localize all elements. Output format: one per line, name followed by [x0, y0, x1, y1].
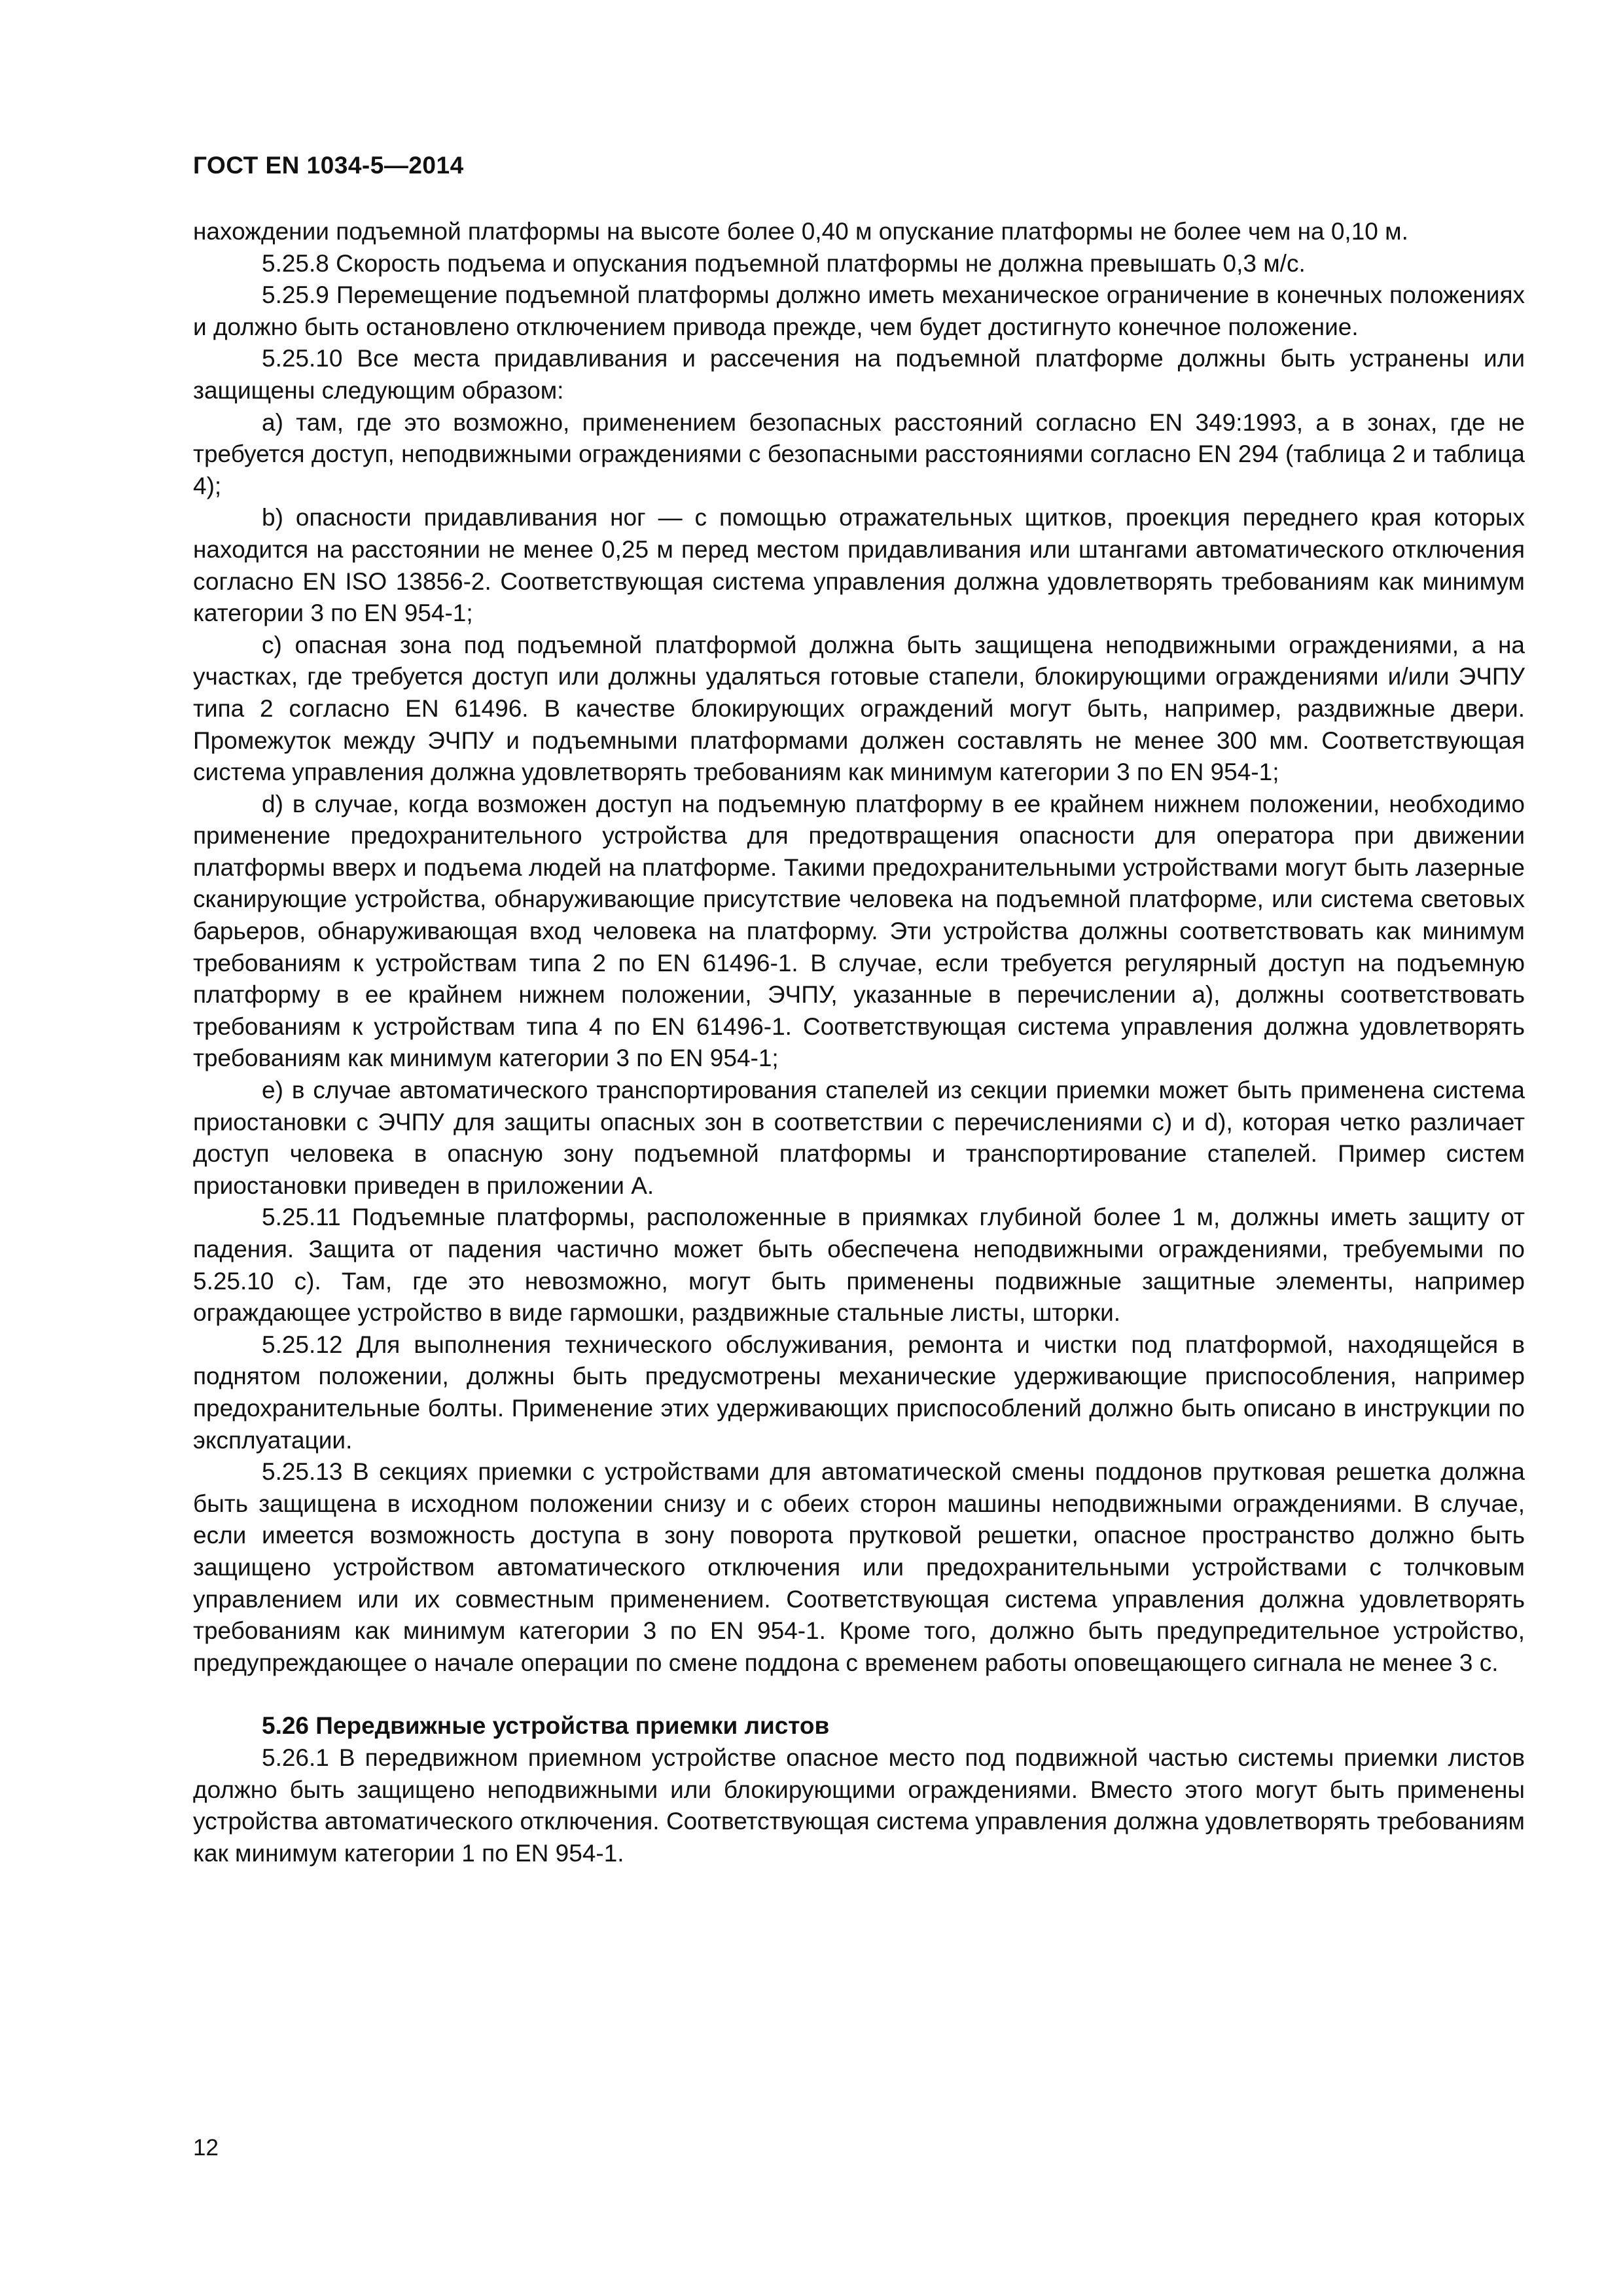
paragraph: нахождении подъемной платформы на высоте более 0,40 м опускание платформы не более чем на 0,10 м.: [193, 218, 1408, 245]
document-header: ГОСТ EN 1034-5—2014: [193, 152, 464, 179]
paragraph: 5.25.8 Скорость подъема и опускания подъемной платформы не должна превышать 0,3 м/с.: [262, 249, 1306, 277]
list-item: b) опасности придавливания ног — с помощью отражательных щитков, проекция переднего края которых находится на расстоянии не менее 0,25 м перед местом придавливания или штангами автоматического отключения согласно EN ISO 13856-2. Соответствующая система управления должна удовлетворять требованиям как минимум категории 3 по EN 954-1;: [193, 504, 1525, 627]
paragraph: 5.26.1 В передвижном приемном устройстве опасное место под подвижной частью системы приемки листов должно быть защищено неподвижными или блокирующими ограждениями. Вместо этого могут быть применены устройства автоматического отключения. Соответствующая система управления должна удовлетворять требованиям как минимум категории 1 по EN 954-1.: [193, 1744, 1525, 1867]
list-item: d) в случае, когда возможен доступ на подъемную платформу в ее крайнем нижнем положении, необходимо применение предохранительного устройства для предотвращения опасности для оператора при движении платформы вверх и подъема людей на платформе. Такими предохранительными устройствами могут быть лазерные сканирующие устройства, обнаруживающие присутствие человека на подъемной платформе, или система световых барьеров, обнаруживающая вход человека на платформу. Эти устройства должны соответствовать как минимум требованиям к устройствам типа 2 по EN 61496-1. В случае, если требуется регулярный доступ на подъемную платформу в ее крайнем нижнем положении, ЭЧПУ, указанные в перечислении а), должны соответствовать требованиям к устройствам типа 4 по EN 61496-1. Соответствующая система управления должна удовлетворять требованиям как минимум категории 3 по EN 954-1;: [193, 790, 1525, 1072]
list-item: с) опасная зона под подъемной платформой должна быть защищена неподвижными ограждениями, а на участках, где требуется доступ или должны удаляться готовые стапели, блокирующими ограждениями и/или ЭЧПУ типа 2 согласно EN 61496. В качестве блокирующих ограждений могут быть, например, раздвижные двери. Промежуток между ЭЧПУ и подъемными платформами должен составлять не менее 300 мм. Соответствующая система управления должна удовлетворять требованиям как минимум категории 3 по EN 954-1;: [193, 631, 1525, 786]
paragraph: 5.25.11 Подъемные платформы, расположенные в приямках глубиной более 1 м, должны иметь защиту от падения. Защита от падения частично может быть обеспечена неподвижными ограждениями, требуемыми по 5.25.10 с). Там, где это невозможно, могут быть применены подвижные защитные элементы, например ограждающее устройство в виде гармошки, раздвижные стальные листы, шторки.: [193, 1204, 1525, 1327]
page-number: 12: [193, 2135, 219, 2161]
paragraph: 5.25.9 Перемещение подъемной платформы должно иметь механическое ограничение в конечных положениях и должно быть остановлено отключением привода прежде, чем будет достигнуто конечное положение.: [193, 281, 1525, 340]
paragraph: 5.25.12 Для выполнения технического обслуживания, ремонта и чистки под платформой, находящейся в поднятом положении, должны быть предусмотрены механические удерживающие приспособления, например предохранительные болты. Применение этих удерживающих приспособлений должно быть описано в инструкции по эксплуатации.: [193, 1331, 1525, 1454]
list-item: е) в случае автоматического транспортирования стапелей из секции приемки может быть применена система приостановки с ЭЧПУ для защиты опасных зон в соответствии с перечислениями с) и d), которая четко различает доступ человека в опасную зону подъемной платформы и транспортирование стапелей. Пример систем приостановки приведен в приложении А.: [193, 1077, 1525, 1199]
paragraphs-before-section: [193, 216, 1525, 1679]
paragraphs-after-section: [193, 1742, 1525, 1869]
paragraph: 5.25.10 Все места придавливания и рассечения на подъемной платформе должны быть устранены или защищены следующим образом:: [193, 345, 1525, 404]
section-heading: 5.26 Передвижные устройства приемки листов: [262, 1712, 830, 1740]
paragraph: 5.25.13 В секциях приемки с устройствами для автоматической смены поддонов прутковая решетка должна быть защищена в исходном положении снизу и с обеих сторон машины неподвижными ограждениями. В случае, если имеется возможность доступа в зону поворота прутковой решетки, опасное пространство должно быть защищено устройством автоматического отключения или предохранительными устройствами с толчковым управлением или их совместным применением. Соответствующая система управления должна удовлетворять требованиям как минимум категории 3 по EN 954-1. Кроме того, должно быть предупредительное устройство, предупреждающее о начале операции по смене поддона с временем работы оповещающего сигнала не менее 3 с.: [193, 1458, 1525, 1676]
list-item: а) там, где это возможно, применением безопасных расстояний согласно EN 349:1993, а в зонах, где не требуется доступ, неподвижными ограждениями с безопасными расстояниями согласно EN 294 (таблица 2 и таблица 4);: [193, 408, 1525, 499]
document-body: [193, 216, 1525, 1869]
